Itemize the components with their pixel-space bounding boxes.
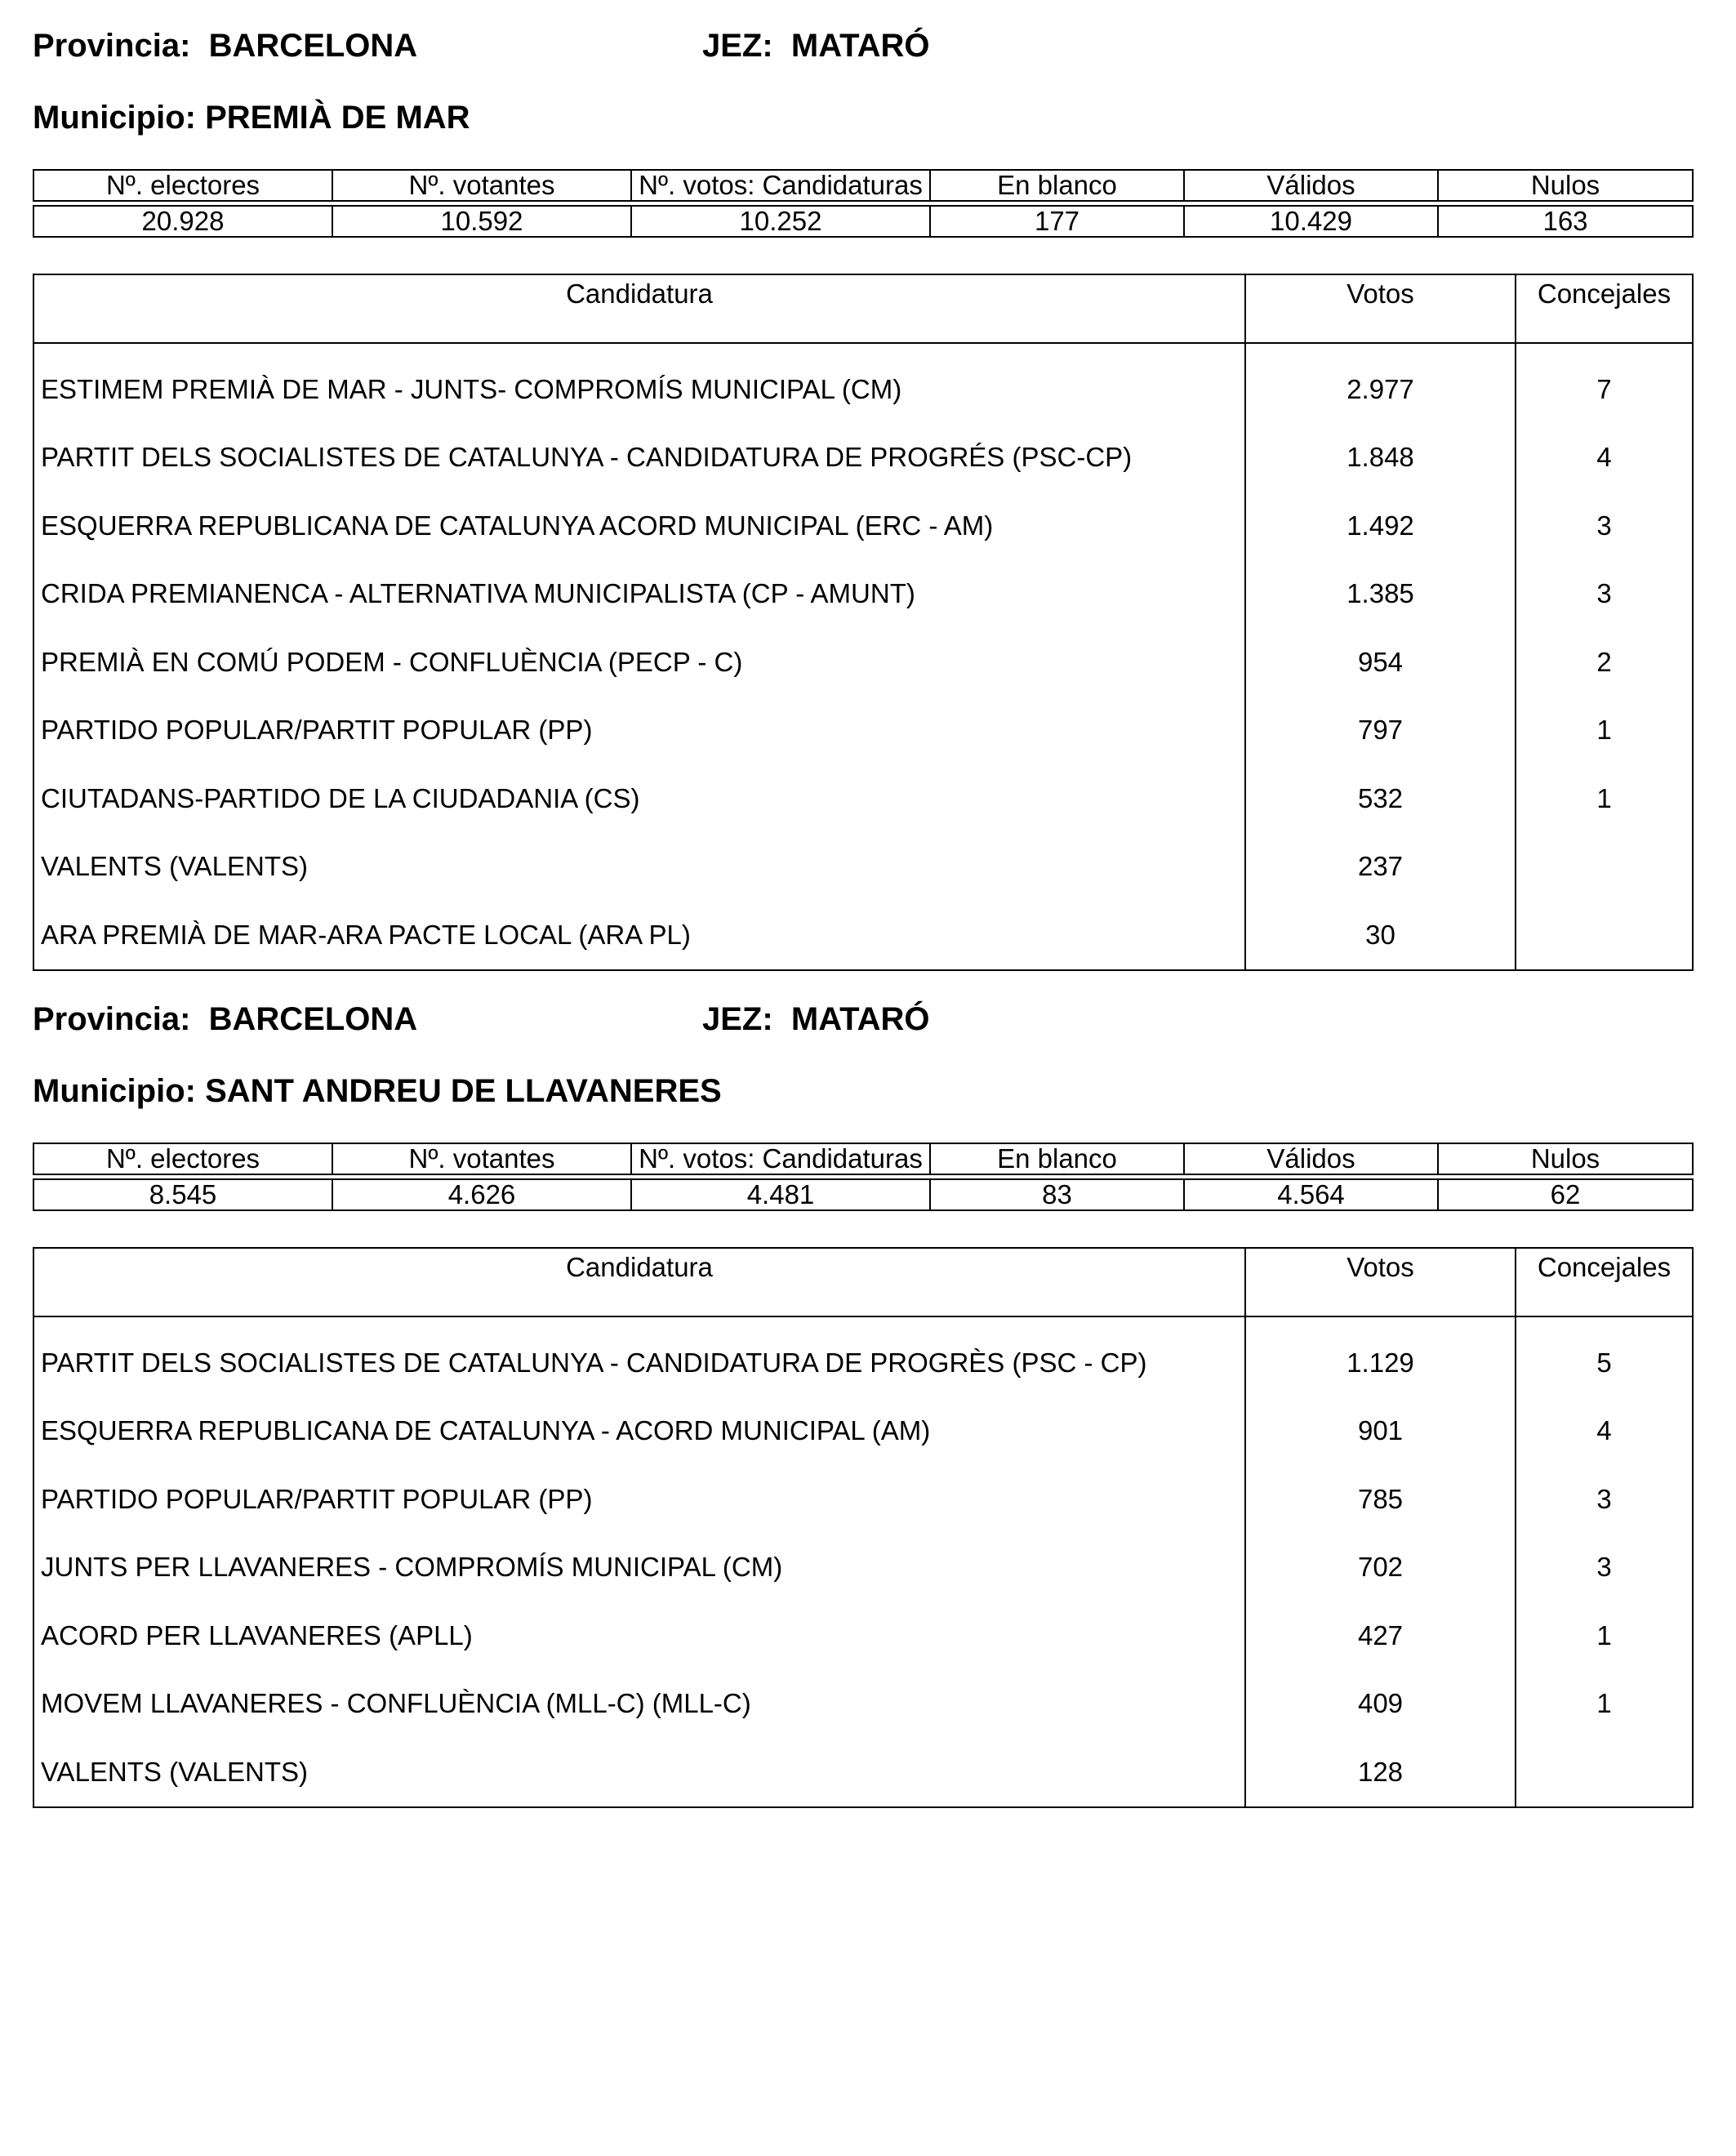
votos-candidaturas-header: Nº. votos: Candidaturas bbox=[631, 1143, 930, 1174]
municipio-heading bbox=[33, 1073, 1692, 1110]
nulos-header: Nulos bbox=[1438, 1143, 1693, 1174]
candidatura-concejales: 3 bbox=[1516, 1465, 1693, 1534]
electores-header: Nº. electores bbox=[33, 170, 332, 201]
candidatura-name: JUNTS PER LLAVANERES - COMPROMÍS MUNICIPAL (CM) bbox=[33, 1534, 1245, 1602]
candidatura-name: PARTIT DELS SOCIALISTES DE CATALUNYA - CANDIDATURA DE PROGRÉS (PSC-CP) bbox=[33, 424, 1245, 492]
table-row bbox=[33, 764, 1693, 833]
candidatura-name: ARA PREMIÀ DE MAR-ARA PACTE LOCAL (ARA PL) bbox=[33, 901, 1245, 970]
candidatura-name: CIUTADANS-PARTIDO DE LA CIUDADANIA (CS) bbox=[33, 764, 1245, 833]
candidatura-name: ACORD PER LLAVANERES (APLL) bbox=[33, 1601, 1245, 1670]
table-row bbox=[33, 833, 1693, 902]
candidatura-concejales: 3 bbox=[1516, 492, 1693, 560]
candidatura-name: VALENTS (VALENTS) bbox=[33, 1738, 1245, 1807]
jez-label: JEZ: bbox=[702, 28, 773, 64]
en-blanco-value: 83 bbox=[930, 1179, 1184, 1210]
nulos-value: 62 bbox=[1438, 1179, 1693, 1210]
summary-header-row bbox=[33, 170, 1693, 201]
table-row bbox=[33, 1397, 1693, 1466]
table-row bbox=[33, 343, 1693, 424]
table-row bbox=[33, 492, 1693, 560]
candidatura-name: MOVEM LLAVANERES - CONFLUÈNCIA (MLL-C) (MLL-C) bbox=[33, 1670, 1245, 1739]
jez-label: JEZ: bbox=[702, 1001, 773, 1037]
candidatura-name: PARTIDO POPULAR/PARTIT POPULAR (PP) bbox=[33, 1465, 1245, 1534]
candidatura-name: PARTIT DELS SOCIALISTES DE CATALUNYA - CANDIDATURA DE PROGRÈS (PSC - CP) bbox=[33, 1316, 1245, 1397]
candidatura-votos: 237 bbox=[1245, 833, 1516, 902]
candidatura-votos: 702 bbox=[1245, 1534, 1516, 1602]
municipio-value: SANT ANDREU DE LLAVANERES bbox=[205, 1073, 722, 1109]
candidaturas-table bbox=[33, 274, 1694, 971]
candidatura-concejales: 1 bbox=[1516, 1601, 1693, 1670]
votantes-value: 4.626 bbox=[332, 1179, 631, 1210]
candidatura-header: Candidatura bbox=[33, 1248, 1245, 1316]
electores-header: Nº. electores bbox=[33, 1143, 332, 1174]
en-blanco-value: 177 bbox=[930, 206, 1184, 237]
en-blanco-header: En blanco bbox=[930, 1143, 1184, 1174]
municipio-label: Municipio: bbox=[33, 100, 196, 136]
candidatura-votos: 1.492 bbox=[1245, 492, 1516, 560]
candidatura-concejales: 4 bbox=[1516, 1397, 1693, 1466]
en-blanco-header: En blanco bbox=[930, 170, 1184, 201]
municipio-section-premia bbox=[33, 24, 1692, 971]
summary-value-row bbox=[33, 206, 1693, 237]
votos-header: Votos bbox=[1245, 274, 1516, 343]
candidatura-concejales: 3 bbox=[1516, 560, 1693, 629]
votantes-header: Nº. votantes bbox=[332, 170, 631, 201]
candidatura-votos: 427 bbox=[1245, 1601, 1516, 1670]
candidatura-concejales bbox=[1516, 1738, 1693, 1807]
votantes-value: 10.592 bbox=[332, 206, 631, 237]
candidatura-votos: 797 bbox=[1245, 697, 1516, 765]
validos-value: 4.564 bbox=[1184, 1179, 1438, 1210]
table-row bbox=[33, 1465, 1693, 1534]
jez-heading bbox=[702, 28, 930, 65]
nulos-value: 163 bbox=[1438, 206, 1693, 237]
municipio-heading bbox=[33, 100, 1692, 136]
candidaturas-header-row bbox=[33, 274, 1693, 343]
candidatura-votos: 1.848 bbox=[1245, 424, 1516, 492]
validos-header: Válidos bbox=[1184, 1143, 1438, 1174]
candidatura-name: CRIDA PREMIANENCA - ALTERNATIVA MUNICIPALISTA (CP - AMUNT) bbox=[33, 560, 1245, 629]
table-row bbox=[33, 628, 1693, 697]
candidatura-votos: 532 bbox=[1245, 764, 1516, 833]
summary-header-row bbox=[33, 1143, 1693, 1174]
candidatura-votos: 954 bbox=[1245, 628, 1516, 697]
candidatura-concejales: 2 bbox=[1516, 628, 1693, 697]
candidatura-votos: 785 bbox=[1245, 1465, 1516, 1534]
candidatura-concejales: 1 bbox=[1516, 1670, 1693, 1739]
candidatura-concejales bbox=[1516, 901, 1693, 970]
provincia-heading bbox=[33, 1001, 417, 1038]
summary-value-row bbox=[33, 1179, 1693, 1210]
candidatura-votos: 2.977 bbox=[1245, 343, 1516, 424]
jez-value: MATARÓ bbox=[790, 1001, 930, 1037]
electores-value: 20.928 bbox=[33, 206, 332, 237]
summary-table bbox=[33, 1143, 1694, 1211]
candidaturas-header-row bbox=[33, 1248, 1693, 1316]
provincia-value: BARCELONA bbox=[208, 1001, 418, 1037]
validos-header: Válidos bbox=[1184, 170, 1438, 201]
candidatura-votos: 30 bbox=[1245, 901, 1516, 970]
table-row bbox=[33, 424, 1693, 492]
candidatura-votos: 1.385 bbox=[1245, 560, 1516, 629]
candidatura-concejales bbox=[1516, 833, 1693, 902]
table-row bbox=[33, 697, 1693, 765]
provincia-label: Provincia: bbox=[33, 1001, 191, 1037]
table-row bbox=[33, 1316, 1693, 1397]
votos-candidaturas-value: 4.481 bbox=[631, 1179, 930, 1210]
table-row bbox=[33, 1670, 1693, 1739]
candidatura-votos: 128 bbox=[1245, 1738, 1516, 1807]
jez-value: MATARÓ bbox=[790, 28, 930, 64]
electores-value: 8.545 bbox=[33, 1179, 332, 1210]
provincia-label: Provincia: bbox=[33, 28, 191, 64]
candidatura-concejales: 7 bbox=[1516, 343, 1693, 424]
candidatura-votos: 1.129 bbox=[1245, 1316, 1516, 1397]
nulos-header: Nulos bbox=[1438, 170, 1693, 201]
votantes-header: Nº. votantes bbox=[332, 1143, 631, 1174]
votos-header: Votos bbox=[1245, 1248, 1516, 1316]
table-row bbox=[33, 560, 1693, 629]
candidatura-concejales: 1 bbox=[1516, 697, 1693, 765]
summary-table bbox=[33, 169, 1694, 238]
table-row bbox=[33, 901, 1693, 970]
candidatura-concejales: 5 bbox=[1516, 1316, 1693, 1397]
votos-candidaturas-header: Nº. votos: Candidaturas bbox=[631, 170, 930, 201]
municipio-section-llavaneres bbox=[33, 998, 1692, 1808]
candidaturas-table bbox=[33, 1247, 1694, 1808]
candidatura-name: PARTIDO POPULAR/PARTIT POPULAR (PP) bbox=[33, 697, 1245, 765]
table-row bbox=[33, 1738, 1693, 1807]
header-row bbox=[33, 998, 1692, 1047]
candidatura-header: Candidatura bbox=[33, 274, 1245, 343]
votos-candidaturas-value: 10.252 bbox=[631, 206, 930, 237]
candidatura-name: ESTIMEM PREMIÀ DE MAR - JUNTS- COMPROMÍS MUNICIPAL (CM) bbox=[33, 343, 1245, 424]
municipio-label: Municipio: bbox=[33, 1073, 196, 1109]
provincia-value: BARCELONA bbox=[208, 28, 418, 64]
candidatura-name: ESQUERRA REPUBLICANA DE CATALUNYA ACORD MUNICIPAL (ERC - AM) bbox=[33, 492, 1245, 560]
candidatura-concejales: 4 bbox=[1516, 424, 1693, 492]
jez-heading bbox=[702, 1001, 930, 1038]
table-row bbox=[33, 1601, 1693, 1670]
header-row bbox=[33, 24, 1692, 74]
validos-value: 10.429 bbox=[1184, 206, 1438, 237]
municipio-value: PREMIÀ DE MAR bbox=[205, 100, 470, 136]
table-row bbox=[33, 1534, 1693, 1602]
candidatura-name: ESQUERRA REPUBLICANA DE CATALUNYA - ACORD MUNICIPAL (AM) bbox=[33, 1397, 1245, 1466]
concejales-header: Concejales bbox=[1516, 274, 1693, 343]
candidatura-name: VALENTS (VALENTS) bbox=[33, 833, 1245, 902]
candidatura-concejales: 1 bbox=[1516, 764, 1693, 833]
concejales-header: Concejales bbox=[1516, 1248, 1693, 1316]
candidatura-votos: 409 bbox=[1245, 1670, 1516, 1739]
candidatura-concejales: 3 bbox=[1516, 1534, 1693, 1602]
candidatura-name: PREMIÀ EN COMÚ PODEM - CONFLUÈNCIA (PECP - C) bbox=[33, 628, 1245, 697]
candidatura-votos: 901 bbox=[1245, 1397, 1516, 1466]
provincia-heading bbox=[33, 28, 417, 65]
